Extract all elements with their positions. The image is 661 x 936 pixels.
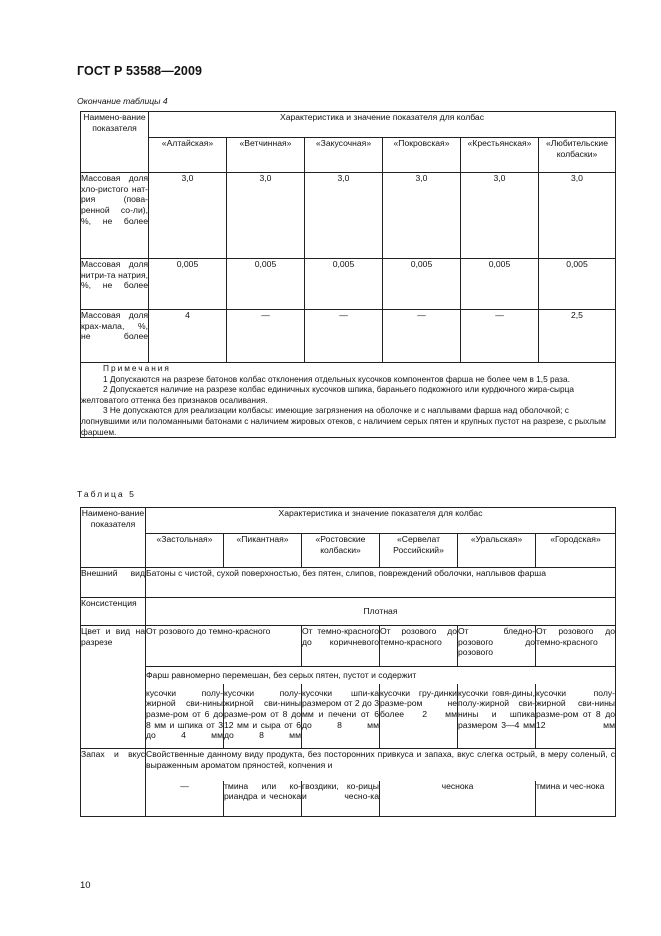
table-row: [81, 626, 616, 667]
value-cell: 0,005: [383, 259, 461, 310]
table-row: [81, 310, 616, 363]
table-5: [80, 507, 616, 817]
value-cell: 4: [149, 310, 227, 363]
smell-value-cell: чеснока: [380, 781, 536, 817]
pieces-cell: кусочки полу-жирной сви-нины разме-ром от 8 до 12 мм и сыра от 6 до 8 мм: [224, 684, 302, 749]
smell-text-cell: Свойственные данному виду продукта, без посторонних привкуса и запаха, вкус слегка острый, в меру соленый, с выраженным ароматом пряностей, копчения и: [146, 749, 616, 781]
appearance-cell: Батоны с чистой, сухой поверхностью, без пятен, слипов, повреждений оболочки, наплывов фарша: [146, 568, 616, 598]
column-header: «Застольная»: [146, 534, 224, 568]
value-cell: 3,0: [227, 173, 305, 259]
smell-value-cell: гвоздики, ко-рицы и чесно-ка: [302, 781, 380, 817]
value-cell: —: [383, 310, 461, 363]
row-name: Внешний вид: [81, 568, 146, 598]
value-cell: 3,0: [539, 173, 616, 259]
value-cell: 2,5: [539, 310, 616, 363]
value-cell: —: [227, 310, 305, 363]
row-name: Массовая доля нитри-та натрия, %, не более: [81, 259, 149, 310]
value-cell: 3,0: [383, 173, 461, 259]
value-cell: 0,005: [227, 259, 305, 310]
column-header: «Ростовские колбаски»: [302, 534, 380, 568]
value-cell: 0,005: [305, 259, 383, 310]
column-header: «Уральская»: [458, 534, 536, 568]
table-row: [81, 259, 616, 310]
row-name: Запах и вкус: [81, 749, 146, 817]
name-column-header: Наимено-вание показателя: [81, 508, 146, 568]
value-cell: 3,0: [305, 173, 383, 259]
pieces-cell: кусочки гру-динки разме-ром не более 2 мм: [380, 684, 458, 749]
table-row: [81, 568, 616, 598]
row-name: Цвет и вид на разрезе: [81, 626, 146, 749]
column-header: «Алтайская»: [149, 138, 227, 173]
color-cell: От бледно-розового до розового: [458, 626, 536, 667]
column-header: «Ветчинная»: [227, 138, 305, 173]
note-item: 1 Допускаются на разрезе батонов колбас отклонения отдельных кусочков компонентов фарша не более чем в 1,5 раза.: [103, 373, 570, 384]
document-title: ГОСТ Р 53588—2009: [77, 64, 203, 78]
column-header: «Сервелат Российский»: [380, 534, 458, 568]
table-row: [81, 598, 616, 626]
smell-value-cell: тмина и чес-нока: [536, 781, 616, 817]
table-row: [81, 749, 616, 781]
table4-caption: Окончание таблицы 4: [77, 96, 168, 106]
value-cell: 0,005: [461, 259, 539, 310]
pieces-cell: кусочки полу-жирной сви-нины разме-ром от 8 до 12 мм: [536, 684, 616, 749]
notes-block: [81, 363, 616, 438]
value-cell: 3,0: [149, 173, 227, 259]
color-cell: От темно-красного до коричневого: [302, 626, 380, 667]
name-column-header: Наимено-вание показателя: [81, 112, 149, 173]
table-4: [80, 111, 616, 438]
color-cell: От розового до темно-красного: [536, 626, 616, 667]
note-item: 2 Допускается наличие на разрезе колбас единичных кусочков шпика, бараньего подкожного или курдючного жира-сырца желтоватого оттенка без признаков осаливания.: [81, 384, 575, 405]
row-name: Массовая доля крах-мала, %, не более: [81, 310, 149, 363]
column-header: «Покровская»: [383, 138, 461, 173]
table5-caption: Таблица 5: [77, 489, 136, 499]
value-cell: 0,005: [539, 259, 616, 310]
column-header: «Крестьянская»: [461, 138, 539, 173]
mince-cell: Фарш равномерно перемешан, без серых пятен, пустот и содержит: [146, 667, 616, 684]
page-number: 10: [80, 880, 91, 891]
color-cell: От розового до темно-красного: [380, 626, 458, 667]
pieces-cell: кусочки говя-дины, полу-жирной сви-нины и шпика размером 3—4 мм: [458, 684, 536, 749]
column-header: «Любительские колбаски»: [539, 138, 616, 173]
pieces-cell: кусочки полу-жирной сви-нины разме-ром от 6 до 8 мм и шпика от 3 до 4 мм: [146, 684, 224, 749]
value-cell: 0,005: [149, 259, 227, 310]
pieces-cell: кусочки шпи-ка размером от 2 до 3 мм и печени от 6 до 8 мм: [302, 684, 380, 749]
group-header: Характеристика и значение показателя для колбас: [149, 112, 616, 138]
value-cell: 3,0: [461, 173, 539, 259]
note-item: 3 Не допускаются для реализации колбасы: имеющие загрязнения на оболочке и с наплывами фарша над оболочкой; с лопнувшими или поломанными батонами с наличием жировых отеков, с наличием серых пятен и крупных пустот на разрезе, с рыхлым фаршем.: [81, 405, 606, 437]
column-header: «Пикантная»: [224, 534, 302, 568]
notes-title: Примечания: [103, 363, 171, 373]
value-cell: —: [461, 310, 539, 363]
smell-value-cell: тмина или ко-риандра и чеснока: [224, 781, 302, 817]
table-row: [81, 173, 616, 259]
smell-value-cell: —: [146, 781, 224, 817]
column-header: «Городская»: [536, 534, 616, 568]
value-cell: —: [305, 310, 383, 363]
row-name: Консистенция: [81, 598, 146, 626]
row-name: Массовая доля хло-ристого нат-рия (пова-ренной со-ли), %, не более: [81, 173, 149, 259]
color-cell: От розового до темно-красного: [146, 626, 302, 667]
consistency-cell: Плотная: [146, 598, 616, 626]
column-header: «Закусочная»: [305, 138, 383, 173]
group-header: Характеристика и значение показателя для колбас: [146, 508, 616, 534]
